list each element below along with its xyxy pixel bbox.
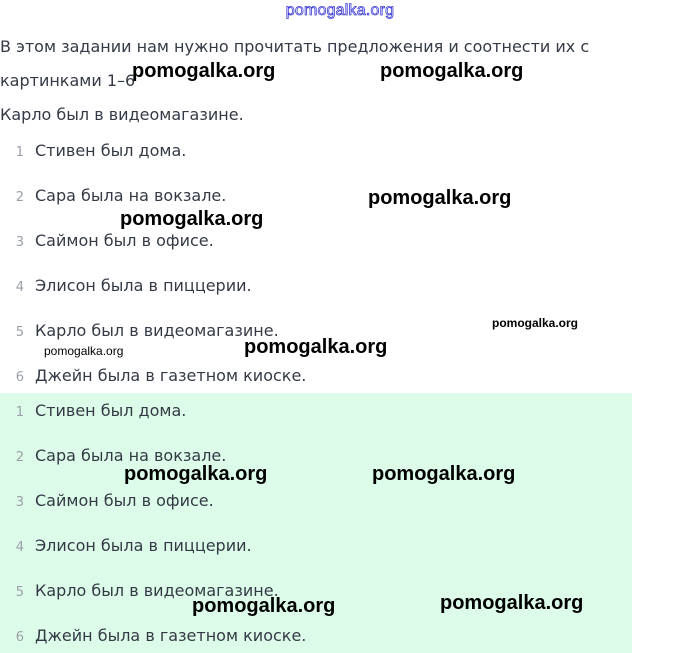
item-text: Саймон был в офисе. (35, 231, 214, 250)
item-number: 4 (15, 540, 24, 555)
list-item (0, 140, 186, 162)
watermark: pomogalka.org (132, 60, 276, 82)
watermark: pomogalka.org (380, 60, 524, 82)
example-sentence: Карло был в видеомагазине. (0, 105, 244, 124)
list-item (0, 185, 226, 207)
item-number: 3 (15, 495, 24, 510)
item-text: Карло был в видеомагазине. (35, 581, 279, 600)
list-item (0, 230, 214, 252)
item-number: 2 (15, 450, 24, 465)
list-item (0, 490, 214, 512)
item-text: Джейн была в газетном киоске. (35, 626, 307, 645)
item-text: Элисон была в пиццерии. (35, 536, 252, 555)
item-text: Стивен был дома. (35, 401, 187, 420)
task-intro: В этом задании нам нужно прочитать предложения и соотнести их с картинками 1–6 (0, 37, 590, 90)
watermark: pomogalka.org (44, 344, 124, 358)
item-number: 1 (15, 405, 24, 420)
item-number: 6 (15, 370, 24, 385)
item-number: 6 (15, 630, 24, 645)
watermark: pomogalka.org (368, 187, 512, 209)
item-number: 3 (15, 235, 24, 250)
item-text: Саймон был в офисе. (35, 491, 214, 510)
item-number: 5 (15, 325, 24, 340)
item-text: Стивен был дома. (35, 141, 187, 160)
watermark: pomogalka.org (492, 316, 579, 330)
watermark: pomogalka.org (192, 595, 336, 617)
list-item (0, 535, 252, 557)
list-item (0, 275, 252, 297)
watermark: pomogalka.org (440, 592, 584, 614)
watermark: pomogalka.org (120, 208, 264, 230)
item-number: 5 (15, 585, 24, 600)
list-item (0, 625, 306, 647)
item-text: Элисон была в пиццерии. (35, 276, 252, 295)
item-text: Сара была на вокзале. (35, 186, 227, 205)
site-watermark-header: pomogalka.org (285, 2, 395, 19)
item-text: Сара была на вокзале. (35, 446, 227, 465)
list-item (0, 365, 306, 387)
watermark: pomogalka.org (124, 463, 268, 485)
list-item (0, 320, 279, 342)
item-number: 1 (15, 145, 24, 160)
item-text: Джейн была в газетном киоске. (35, 366, 307, 385)
item-number: 4 (15, 280, 24, 295)
item-text: Карло был в видеомагазине. (35, 321, 279, 340)
watermark: pomogalka.org (244, 336, 388, 358)
list-item (0, 400, 186, 422)
watermark: pomogalka.org (372, 463, 516, 485)
item-number: 2 (15, 190, 24, 205)
